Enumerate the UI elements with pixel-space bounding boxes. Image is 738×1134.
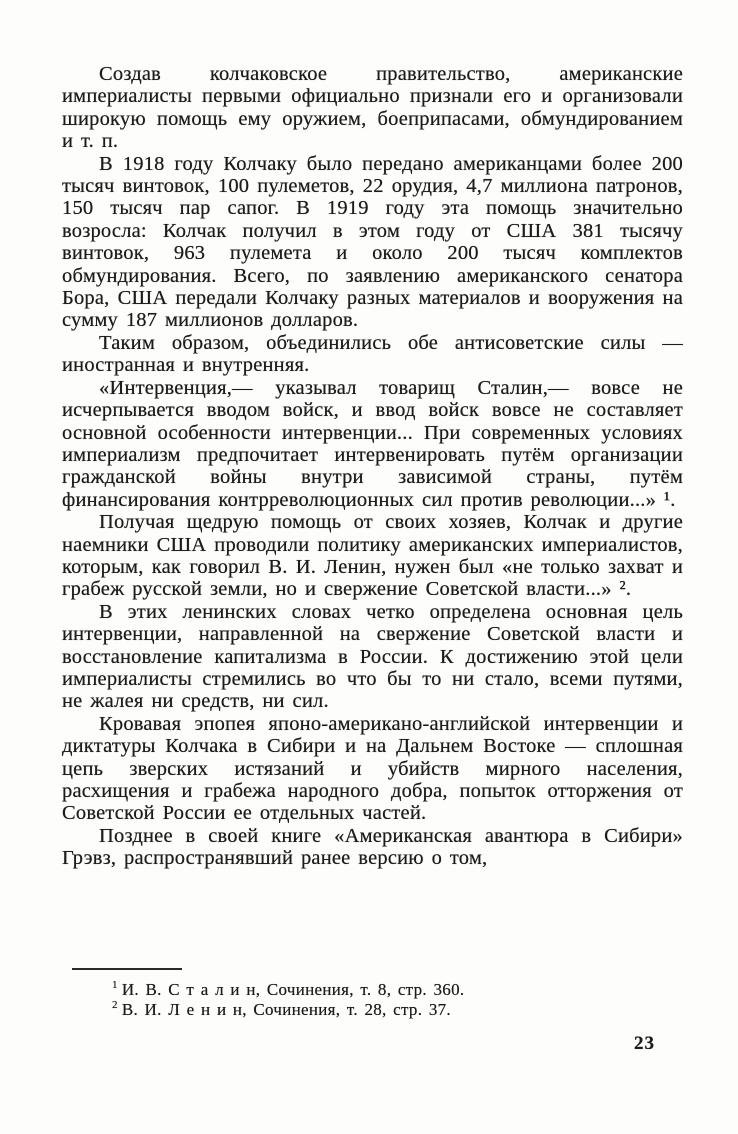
body-paragraph: В этих ленинских словах четко определена основная цель интервенции, направленной на свержение Советской власти и восстановление капитализма в России. К достижению этой цели империалисты стремились во что бы то ни стало, всеми путями, не жалея ни средств, ни сил. xyxy=(62,600,683,713)
footnote-marker: 2 xyxy=(112,998,118,1011)
footnote-separator-rule xyxy=(72,968,182,970)
footnotes-section xyxy=(62,964,683,1019)
body-paragraph-quote-stalin: «Интервенция,— указывал товарищ Сталин,— вовсе не исчерпывается вводом войск, и ввод войск вовсе не составляет основной особенности интервенции... При современных условиях империализм предпочитает интервенировать путём организации гражданской войны внутри зависимой страны, путём финансирования контрреволюционных сил против революции...» ¹. xyxy=(62,376,683,511)
body-paragraph: В 1918 году Колчаку было передано американцами более 200 тысяч винтовок, 100 пулеметов, 22 орудия, 4,7 миллиона патронов, 150 тысяч пар сапог. В 1919 году эта помощь значительно возросла: Колчак получил в этом году от США 381 тысячу винтовок, 963 пулемета и около 200 тысяч комплектов обмундирования. Всего, по заявлению американского сенатора Бора, США передали Колчаку разных материалов и вооружения на сумму 187 миллионов долларов. xyxy=(62,152,683,332)
footnote-marker: 1 xyxy=(112,979,118,992)
body-paragraph: Таким образом, объединились обе антисоветские силы — иностранная и внутренняя. xyxy=(62,331,683,377)
body-paragraph: Кровавая эпопея японо-американо-английской интервенции и диктатуры Колчака в Сибири и на Дальнем Востоке — сплошная цепь зверских истязаний и убийств мирного населения, расхищения и грабежа народного добра, попыток отторжения от Советской России ее отдельных частей. xyxy=(62,712,683,825)
footnote-text: В. И. Л е н и н, Сочинения, т. 28, стр. 37. xyxy=(121,999,451,1019)
body-paragraph: Позднее в своей книге «Американская авантюра в Сибири» Грэвз, распространявший ранее версию о том, xyxy=(62,824,683,870)
body-paragraph-quote-lenin: Получая щедрую помощь от своих хозяев, Колчак и другие наемники США проводили политику американских империалистов, которым, как говорил В. И. Ленин, нужен был «не только захват и грабеж русской земли, но и свержение Советской власти...» ². xyxy=(62,511,683,601)
footnote-2 xyxy=(62,1000,683,1020)
body-paragraph: Создав колчаковское правительство, американские империалисты первыми официально признали его и организовали широкую помощь ему оружием, боеприпасами, обмундированием и т. п. xyxy=(62,63,683,153)
body-text xyxy=(62,63,683,870)
page-number: 23 xyxy=(634,1033,655,1054)
footnote-1 xyxy=(62,980,683,1000)
footnote-text: И. В. С т а л и н, Сочинения, т. 8, стр. 360. xyxy=(121,980,465,999)
